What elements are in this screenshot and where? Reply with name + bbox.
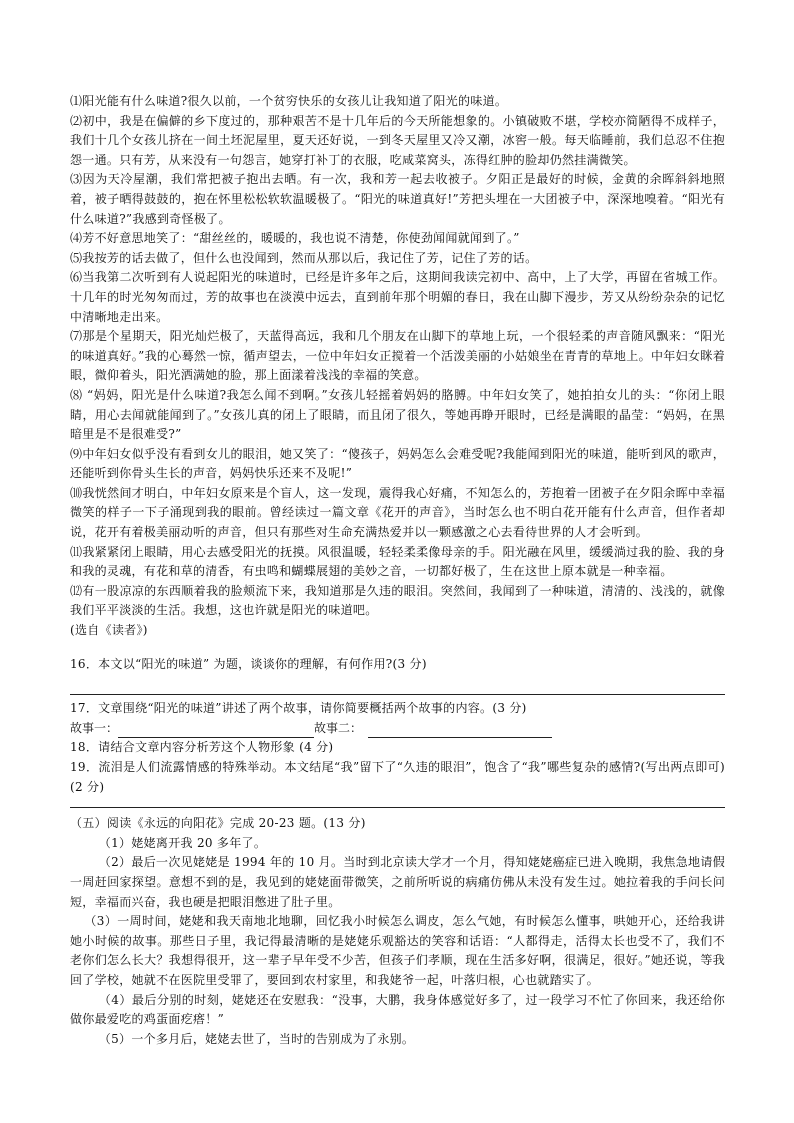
question-16: 16．本文以“阳光的味道” 为题，谈谈你的理解，有何作用?(3 分): [70, 656, 427, 671]
question-17: 17．文章围绕“阳光的味道”讲述了两个故事，请你简要概括两个故事的内容。(3 分): [70, 701, 527, 716]
story-one-label: 故事一：: [70, 720, 119, 735]
passage1-paragraph-3: ⑶因为天冷屋潮，我们常把被子抱出去晒。有一次，我和芳一起去收被子。夕阳正是最好的时候，金黄的余晖斜斜地照着，被子晒得鼓鼓的，抱在怀里松松软软温暖极了。“阳光的味道真好!”芳把头埋在一大团被子中，深深地嗅着。“阳光有什么味道?”我感到奇怪极了。: [70, 172, 725, 226]
passage2-paragraph-3: （3）一周时间，姥姥和我天南地北地聊，回忆我小时候怎么调皮，怎么气她，有时候怎么懂事，哄她开心，还给我讲她小时候的故事。那些日子里，我记得最清晰的是姥姥乐观豁达的笑容和话语：“人都得走，活得太长也受不了，我们不老你们怎么长大？我想得很开，这一辈子早年受不少苦，但孩子们孝顺，现在生活多好啊，很满足，很好。”她还说，等我回了学校，她就不在医院里受罪了，要回到农村家里，和我姥爷一起，叶落归根，心也就踏实了。: [70, 914, 725, 987]
passage1-paragraph-11: ⑾我紧紧闭上眼睛，用心去感受阳光的抚摸。风很温暖，轻轻柔柔像母亲的手。阳光融在风里，缓缓淌过我的脸、我的身和我的灵魂，有花和草的清香，有虫鸣和蝴蝶展翅的美妙之音，一切都好极了，生在这世上原本就是一种幸福。: [70, 544, 725, 579]
passage2-paragraph-2: （2）最后一次见姥姥是 1994 年的 10 月。当时到北京读大学才一个月，得知姥姥癌症已进入晚期，我焦急地请假一周赶回家探望。意想不到的是，我见到的姥姥面带微笑，之前所听说的病痛仿佛从未没有发生过。她拉着我的手问长问短，幸福而兴奋，我也硬是把眼泪憋进了肚子里。: [70, 855, 725, 909]
passage1-paragraph-12: ⑿有一股凉凉的东西顺着我的脸颊流下来，我知道那是久违的眼泪。突然间，我闻到了一种味道，清清的、浅浅的，就像我们平平淡淡的生活。我想，这也许就是阳光的味道吧。: [70, 583, 725, 618]
passage1-paragraph-9: ⑼中年妇女似乎没有看到女儿的眼泪，她又笑了：“傻孩子，妈妈怎么会难受呢?我能闻到阳光的味道，能听到风的歌声，还能听到你骨头生长的声音，妈妈快乐还来不及呢!”: [70, 446, 725, 481]
story-one-blank[interactable]: [118, 723, 314, 738]
question-19: 19．流泪是人们流露情感的特殊举动。本文结尾“我”留下了“久违的眼泪”，饱含了“我”哪些复杂的感情?(写出两点即可) (2 分): [70, 760, 725, 794]
exam-page: [70, 92, 725, 1049]
questions-block: [70, 655, 725, 809]
story-two-label: 故事二：: [314, 720, 363, 735]
story-answer-row: [70, 719, 725, 739]
passage1-paragraph-10: ⑽我恍然间才明白，中年妇女原来是个盲人，这一发现，震得我心好痛，不知怎么的，芳抱着一团被子在夕阳余晖中幸福微笑的样子一下子涌现到我的眼前。曾经读过一篇文章《花开的声音》，当时怎么也不明白花开能有什么声音，但作者却说，花开有着极美丽动听的声音，但只有那些对生命充满热爱并以一颗感激之心去看待世界的人才会听到。: [70, 485, 725, 540]
passage-one: [70, 92, 725, 641]
passage2-paragraph-5: （5）一个多月后，姥姥去世了，当时的告别成为了永别。: [98, 1031, 415, 1046]
passage2-paragraph-1: （1）姥姥离开我 20 多年了。: [98, 835, 267, 850]
passage-two: [70, 814, 725, 1049]
passage1-paragraph-1: ⑴阳光能有什么味道?很久以前，一个贫穷快乐的女孩儿让我知道了阳光的味道。: [70, 94, 508, 108]
passage1-paragraph-5: ⑸我按芳的话去做了，但什么也没闻到，然而从那以后，我记住了芳，记住了芳的话。: [70, 250, 538, 265]
question-18: 18．请结合文章内容分析芳这个人物形象 (4 分): [70, 740, 334, 755]
passage2-paragraph-4: （4）最后分别的时刻，姥姥还在安慰我：“没事，大鹏，我身体感觉好多了，过一段学习不忙了你回来，我还给你做你最爱吃的鸡蛋面疙瘩！”: [70, 992, 725, 1027]
passage1-paragraph-2: ⑵初中，我是在偏僻的乡下度过的，那种艰苦不是十几年后的今天所能想象的。小镇破败不堪，学校亦简陋得不成样子，我们十几个女孩儿挤在一间土坯泥屋里，夏天还好说，一到冬天屋里又冷又潮，冰窖一般。每天临睡前，我们总忍不住抱怨一通。只有芳，从来没有一句怨言，她穿打补丁的衣服，吃咸菜窝头，冻得红肿的脸却仍然挂满微笑。: [70, 113, 725, 167]
section-five-heading: （五）阅读《永远的向阳花》完成 20-23 题。(13 分): [70, 816, 366, 831]
story-two-blank[interactable]: [368, 723, 552, 738]
passage1-paragraph-7: ⑺那是个星期天，阳光灿烂极了，天蓝得高远，我和几个朋友在山脚下的草地上玩，一个很轻柔的声音随风飘来：“阳光的味道真好。”我的心蓦然一惊，循声望去，一位中年妇女正搅着一个活泼美丽的小姑娘坐在青青的草地上。中年妇女眯着眼，微仰着头，阳光洒满她的脸，那上面漾着浅浅的幸福的笑意。: [70, 329, 725, 383]
passage1-source: (选自《读者》): [70, 623, 148, 638]
passage1-paragraph-8: ⑻ “妈妈，阳光是什么味道?我怎么闻不到啊。”女孩儿轻摇着妈妈的胳膊。中年妇女笑了，她拍拍女儿的头：“你闭上眼睛，用心去闻就能闻到了。”女孩儿真的闭上了眼睛，而且闭了很久，等她再睁开眼时，已经是满眼的晶莹：“妈妈，在黑暗里是不是很难受?”: [70, 387, 725, 442]
passage1-paragraph-6: ⑹当我第二次听到有人说起阳光的味道时，已经是许多年之后，这期间我读完初中、高中，上了大学，再留在省城工作。十几年的时光匆匆而过，芳的故事也在淡漠中远去，直到前年那个明媚的春日，我在山脚下漫步，芳又从纷纷杂杂的记忆中清晰地走出来。: [70, 270, 725, 324]
passage1-paragraph-4: ⑷芳不好意思地笑了：“甜丝丝的，暖暖的，我也说不清楚，你使劲闻闻就闻到了。”: [70, 231, 520, 246]
